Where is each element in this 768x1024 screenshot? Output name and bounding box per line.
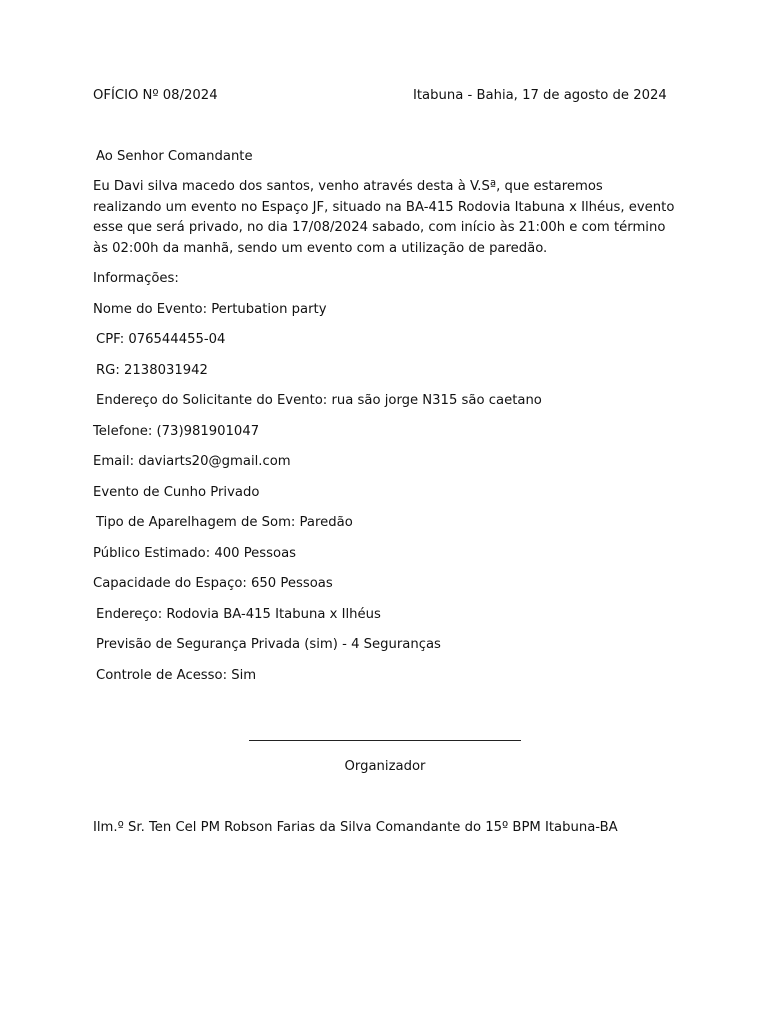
- signature-line: [249, 740, 521, 741]
- addressee: Ilm.º Sr. Ten Cel PM Robson Farias da Silva Comandante do 15º BPM Itabuna-BA: [93, 820, 618, 835]
- event-type: Evento de Cunho Privado: [93, 485, 260, 500]
- requester-address: Endereço do Solicitante do Evento: rua são jorge N315 são caetano: [96, 393, 542, 408]
- cpf: CPF: 076544455-04: [96, 332, 226, 347]
- body-line: às 02:00h da manhã, sendo um evento com a utilização de paredão.: [93, 240, 548, 256]
- body-paragraph: [93, 177, 693, 259]
- place-date: Itabuna - Bahia, 17 de agosto de 2024: [413, 88, 667, 103]
- sound-type: Tipo de Aparelhagem de Som: Paredão: [96, 515, 353, 530]
- private-security: Previsão de Segurança Privada (sim) - 4 Seguranças: [96, 637, 441, 652]
- info-heading: Informações:: [93, 271, 179, 286]
- rg: RG: 2138031942: [96, 363, 208, 378]
- venue-capacity: Capacidade do Espaço: 650 Pessoas: [93, 576, 333, 591]
- body-line: Eu Davi silva macedo dos santos, venho através desta à V.Sª, que estaremos: [93, 179, 603, 194]
- event-address: Endereço: Rodovia BA-415 Itabuna x Ilhéus: [96, 607, 381, 622]
- event-name: Nome do Evento: Pertubation party: [93, 302, 327, 317]
- signature-label: Organizador: [344, 759, 426, 774]
- salutation: Ao Senhor Comandante: [96, 149, 253, 164]
- email: Email: daviarts20@gmail.com: [93, 454, 291, 469]
- body-line: esse que será privado, no dia 17/08/2024 sabado, com início às 21:00h e com término: [93, 220, 666, 235]
- estimated-audience: Público Estimado: 400 Pessoas: [93, 546, 297, 561]
- office-number: OFÍCIO Nº 08/2024: [93, 88, 218, 103]
- body-line: realizando um evento no Espaço JF, situado na BA-415 Rodovia Itabuna x Ilhéus, evento: [93, 199, 675, 215]
- phone: Telefone: (73)981901047: [93, 424, 260, 439]
- access-control: Controle de Acesso: Sim: [96, 668, 257, 683]
